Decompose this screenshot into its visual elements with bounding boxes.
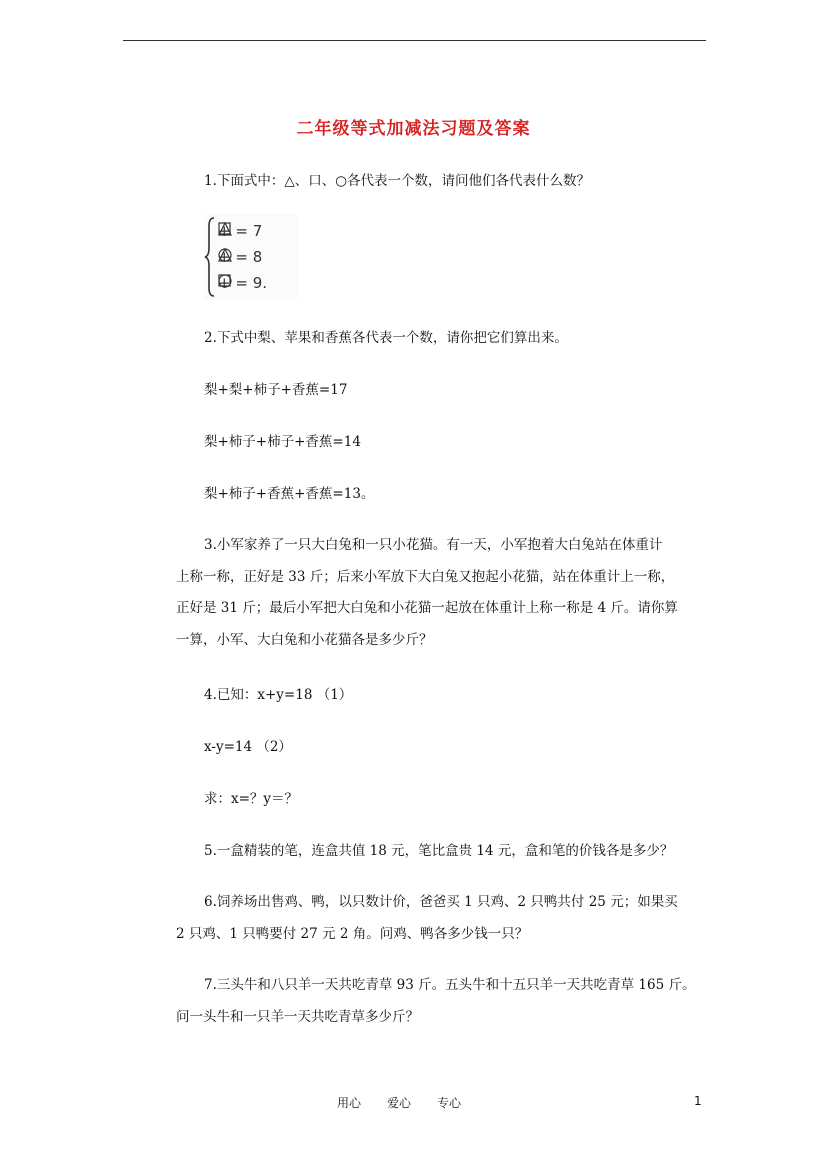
header-rule <box>123 40 706 41</box>
footer-motto-2: 爱心 <box>387 1096 412 1110</box>
circle-icon <box>218 248 232 262</box>
question-7-line-2: 问一头牛和一只羊一天共吃青草多少斤？ <box>176 1008 419 1025</box>
equals-sign: = <box>235 222 248 240</box>
question-3-line-1: 3.小军家养了一只大白兔和一只小花猫。有一天，小军抱着大白兔站在体重计 <box>204 537 663 553</box>
page-number: 1 <box>694 1094 702 1108</box>
question-5-text: 5.一盒精装的笔，连盒共值 18 元，笔比盒贵 14 元，盒和笔的价钱各是多少？ <box>204 843 674 859</box>
question-3 <box>176 530 716 656</box>
equation-row-1 <box>218 222 262 240</box>
question-4-line-2: x-y=14 （2） <box>204 739 292 755</box>
equation-result: 9. <box>252 274 268 292</box>
question-6-line-2: 2 只鸡、1 只鸭要付 27 元 2 角。问鸡、鸭各多少钱一只？ <box>176 925 529 942</box>
equation-result: 7 <box>252 222 263 240</box>
question-1-text: 1.下面式中：△、口、○各代表一个数，请问他们各代表什么数？ <box>204 173 591 189</box>
question-7-line-1: 7.三头牛和八只羊一天共吃青草 93 斤。五头牛和十五只羊一天共吃青草 165 斤。 <box>204 977 696 993</box>
question-2-line-1: 梨+梨+柿子+香蕉=17 <box>204 382 348 398</box>
question-3-line-2: 上称一称，正好是 33 斤；后来小军放下大白兔又抱起小花猫，站在体重计上一称， <box>176 568 675 585</box>
question-4-line-1: 4.已知：x+y=18 （1） <box>204 687 353 703</box>
circle-icon <box>218 274 232 288</box>
equals-sign: = <box>235 248 248 266</box>
equation-row-2 <box>218 248 262 266</box>
square-icon <box>218 222 231 235</box>
question-6 <box>176 887 716 950</box>
footer-motto-3: 专心 <box>437 1096 462 1110</box>
page-title: 二年级等式加减法习题及答案 <box>296 119 531 139</box>
equals-sign: = <box>235 274 248 292</box>
question-4-line-3: 求：x=？y＝？ <box>204 791 299 807</box>
plus-sign: + <box>218 274 231 292</box>
equation-row-3 <box>218 274 267 292</box>
equation-result: 8 <box>252 248 263 266</box>
equation-system <box>204 214 298 300</box>
question-3-line-3: 正好是 31 斤；最后小军把大白兔和小花猫一起放在体重计上称一称是 4 斤。请你算 <box>176 600 678 616</box>
question-2-line-3: 梨+柿子+香蕉+香蕉=13。 <box>204 486 375 502</box>
question-3-line-4: 一算，小军、大白兔和小花猫各是多少斤？ <box>176 631 433 648</box>
question-2-line-2: 梨+柿子+柿子+香蕉=14 <box>204 434 361 450</box>
plus-sign: + <box>218 248 231 266</box>
plus-sign: + <box>218 222 231 240</box>
footer-motto-1: 用心 <box>337 1096 362 1110</box>
question-2-text: 2.下式中梨、苹果和香蕉各代表一个数，请你把它们算出来。 <box>204 330 568 346</box>
question-7 <box>176 970 716 1033</box>
question-6-line-1: 6.饲养场出售鸡、鸭，以只数计价，爸爸买 1 只鸡、2 只鸭共付 25 元；如果买 <box>204 894 678 910</box>
